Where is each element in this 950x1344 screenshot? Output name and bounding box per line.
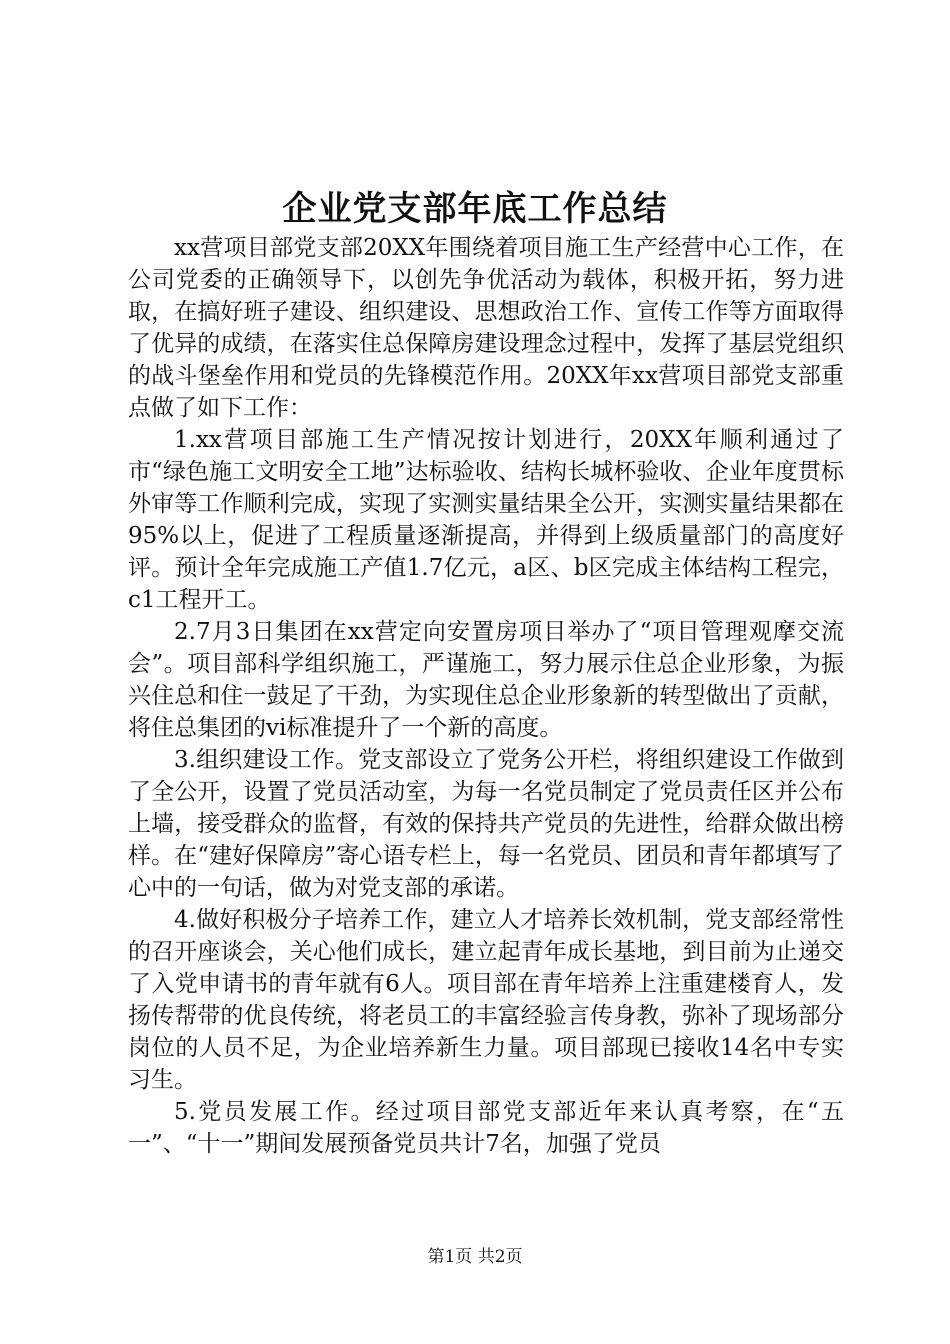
paragraph-item-4: 4.做好积极分子培养工作，建立人才培养长效机制，党支部经常性的召开座谈会，关心他们成长，建立起青年成长基地，到目前为止递交了入党申请书的青年就有6人。项目部在青年培养上注重建楼育人，发扬传帮带的优良传统，将老员工的丰富经验言传身教，弥补了现场部分岗位的人员不足，为企业培养新生力量。项目部现已接收14名中专实习生。 bbox=[128, 907, 844, 1093]
paragraph-item-2: 2.7月3日集团在xx营定向安置房项目举办了“项目管理观摩交流会”。项目部科学组织施工，严谨施工，努力展示住总企业形象，为振兴住总和住一鼓足了干劲，为实现住总企业形象新的转型做出了贡献，将住总集团的vi标准提升了一个新的高度。 bbox=[128, 619, 844, 741]
document-body bbox=[128, 232, 844, 1160]
page-number-footer: 第1页 共2页 bbox=[427, 1247, 523, 1267]
document-title: 企业党支部年底工作总结 bbox=[282, 189, 668, 229]
paragraph-item-5: 5.党员发展工作。经过项目部党支部近年来认真考察，在“五一”、“十一”期间发展预备党员共计7名，加强了党员 bbox=[128, 1099, 844, 1157]
paragraph-item-1: 1.xx营项目部施工生产情况按计划进行，20XX年顺利通过了市“绿色施工文明安全工地”达标验收、结构长城杯验收、企业年度贯标外审等工作顺利完成，实现了实测实量结果全公开，实测实量结果都在95%以上，促进了工程质量逐渐提高，并得到上级质量部门的高度好评。预计全年完成施工产值1.7亿元，a区、b区完成主体结构工程完，c1工程开工。 bbox=[128, 427, 844, 613]
paragraph-intro: xx营项目部党支部20XX年围绕着项目施工生产经营中心工作，在公司党委的正确领导下，以创先争优活动为载体，积极开拓，努力进取，在搞好班子建设、组织建设、思想政治工作、宣传工作等方面取得了优异的成绩，在落实住总保障房建设理念过程中，发挥了基层党组织的战斗堡垒作用和党员的先锋模范作用。20XX年xx营项目部党支部重点做了如下工作： bbox=[128, 235, 844, 421]
paragraph-item-3: 3.组织建设工作。党支部设立了党务公开栏，将组织建设工作做到了全公开，设置了党员活动室，为每一名党员制定了党员责任区并公布上墙，接受群众的监督，有效的保持共产党员的先进性，给群众做出榜样。在“建好保障房”寄心语专栏上，每一名党员、团员和青年都填写了心中的一句话，做为对党支部的承诺。 bbox=[128, 747, 844, 901]
